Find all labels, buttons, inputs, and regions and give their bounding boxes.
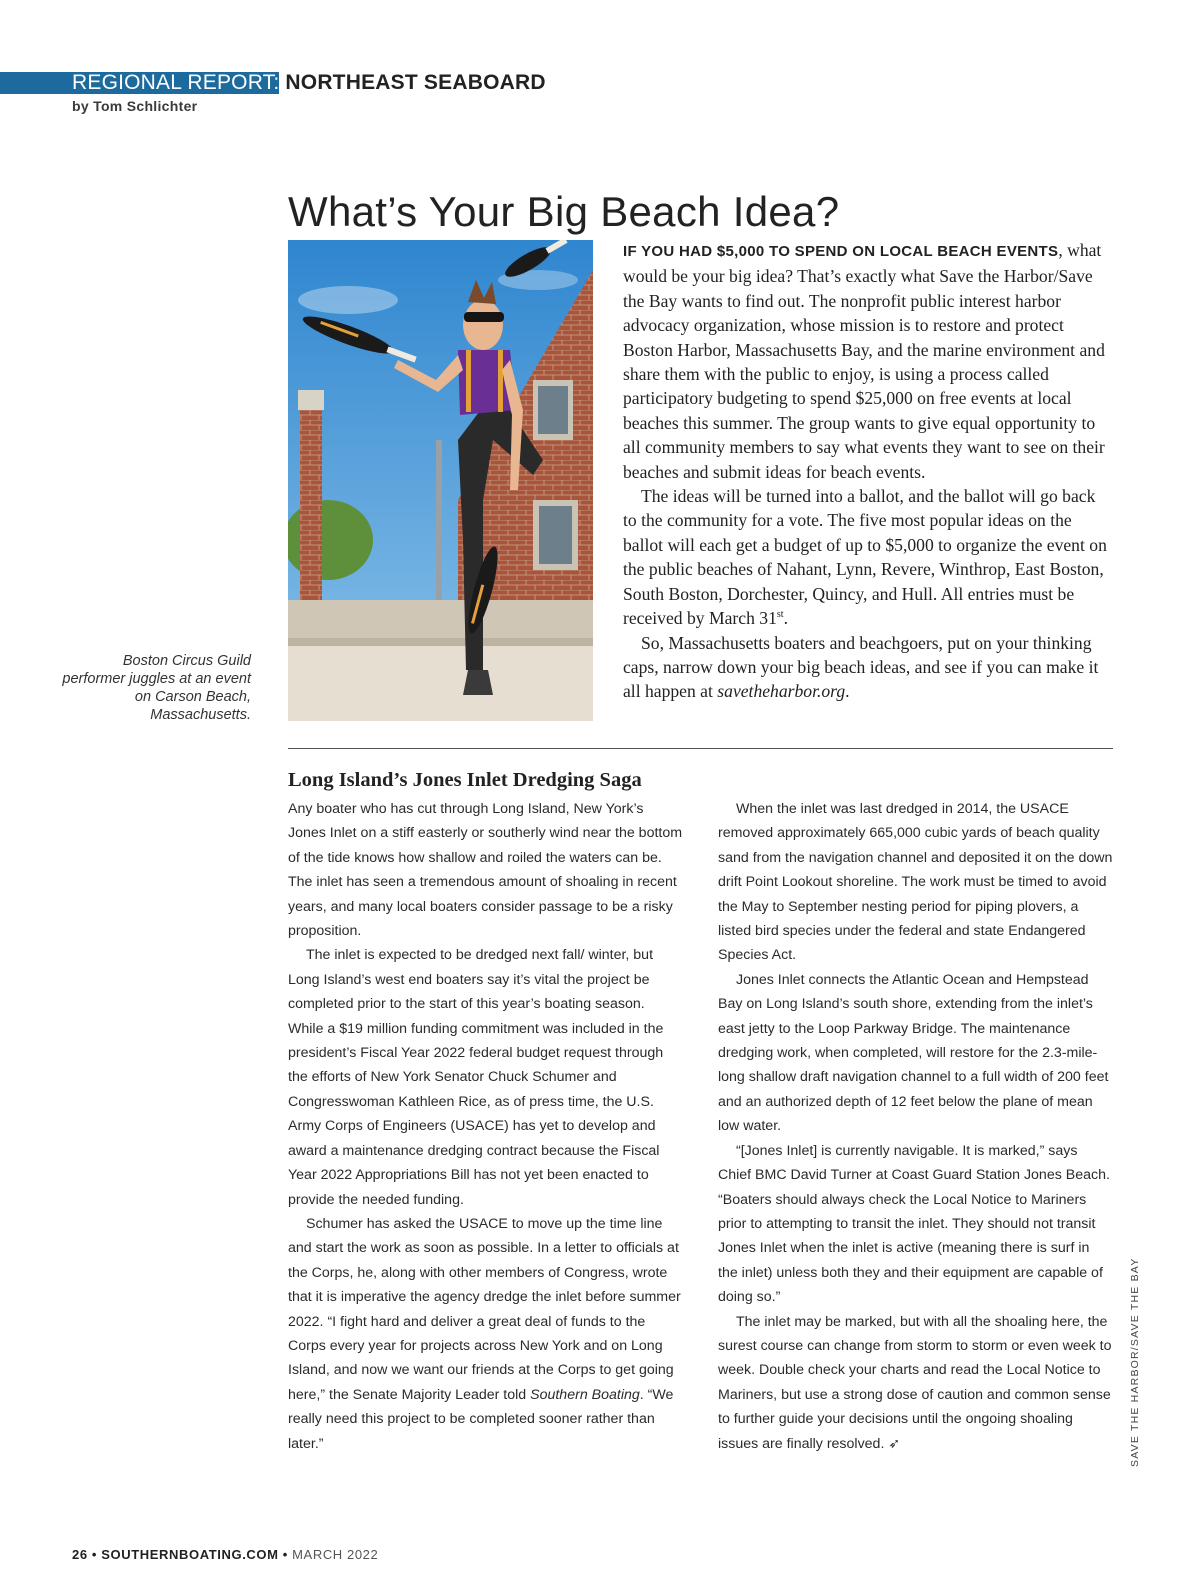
lead-in: IF YOU HAD $5,000 TO SPEND ON LOCAL BEACH EVENTS [623,243,1059,260]
paragraph [718,1310,1113,1456]
section-divider [288,748,1113,749]
byline: by Tom Schlichter [72,98,198,114]
publication-name: Southern Boating [530,1386,640,1403]
paragraph [288,1212,683,1456]
paragraph: When the inlet was last dredged in 2014, the USACE removed approximately 665,000 cubic yards of beach quality sand from the navigation channel and deposited it on the down drift Point Lookout shoreline. The work must be timed to avoid the May to September nesting period for piping plovers, a listed bird species under the federal and state Endangered Species Act. [718,801,1113,964]
website-link[interactable]: savetheharbor.org [717,681,846,702]
article-headline: What’s Your Big Beach Idea? [288,188,840,235]
end-mark-icon: ➶ [888,1435,901,1452]
footer-separator: • [91,1547,98,1562]
footer-issue: MARCH 2022 [292,1547,379,1562]
footer-site[interactable]: SOUTHERNBOATING.COM [101,1547,279,1562]
paragraph-text: . [783,608,788,629]
footer-separator: • [282,1547,288,1562]
paragraph: Any boater who has cut through Long Island, New York’s Jones Inlet on a stiff easterly or southerly wind near the bottom of the tide knows how shallow and roiled the waters can be. The inlet has seen a tremendous amount of shoaling in recent years, and many local boaters consider passage to be a risky proposition. [288,801,683,940]
article-body [623,238,1113,704]
paragraph-text: The ideas will be turned into a ballot, and the ballot will go back to the community for a vote. The five most popular ideas on the ballot will each get a budget of up to $5,000 to organize the event on the public beaches of Nahant, Lynn, Revere, Winthrop, East Boston, South Boston, Dorchester, Quincy, and Hull. All entries must be received by March 31 [623,486,1107,629]
paragraph-text: The inlet may be marked, but with all the shoaling here, the surest course can change from storm to storm or even week to week. Double check your charts and read the Local Notice to Mariners, but use a strong dose of caution and common sense to further guide your decisions until the ongoing shoaling issues are finally resolved. [718,1313,1112,1452]
paragraph: Jones Inlet connects the Atlantic Ocean and Hempstead Bay on Long Island’s south shore, extending from the inlet’s east jetty to the Loop Parkway Bridge. The maintenance dredging work, when completed, will restore for the 2.3-mile-long shallow draft navigation channel to a full width of 200 feet and an authorized depth of 12 feet below the plane of mean low water. [718,971,1109,1135]
superscript: st [776,609,784,621]
photo-credit [1120,1257,1141,1473]
paragraph-text: . “We really need this project to be completed sooner rather than later.” [288,1386,674,1452]
paragraph-text: Schumer has asked the USACE to move up the time line and start the work as soon as possible. In a letter to officials at the Corps, he, along with other members of Congress, wrote that it is imperative the agency dredge the inlet before summer 2022. “I fight hard and deliver a great deal of funds to the Corps every year for projects across New York and on Long Island, and now we want our friends at the Corps to get going here,” the Senate Majority Leader told [288,1215,681,1403]
paragraph [623,484,1113,630]
photo-credit-text: SAVE THE HARBOR/SAVE THE BAY [1129,1257,1141,1467]
photo-caption: Boston Circus Guild performer juggles at an event on Carson Beach, Massachusetts. [62,653,251,723]
section-header [72,70,546,96]
paragraph [623,631,1113,704]
juggler-photo [288,240,593,721]
article-column-left [288,797,683,1456]
section-topic: NORTHEAST SEABOARD [285,71,546,94]
article-subhead: Long Island’s Jones Inlet Dredging Saga [288,769,642,791]
page-number: 26 [72,1547,88,1562]
paragraph-text: , what would be your big idea? That’s exactly what Save the Harbor/Save the Bay wants to find out. The nonprofit public interest harbor advocacy organization, whose mission is to restore and protect Boston Harbor, Massachusetts Bay, and the marine environment and share them with the public to enjoy, is using a process called participatory budgeting to spend $25,000 on free events at local beaches this summer. The group wants to give equal opportunity to all community members to say what events they want to see on their beaches and submit ideas for beach events. [623,240,1105,482]
paragraph: The inlet is expected to be dredged next fall/ winter, but Long Island’s west end boaters say it’s vital the project be completed prior to the start of this year’s boating season. While a $19 million funding commitment was included in the president’s Fiscal Year 2022 federal budget request through the efforts of New York Senator Chuck Schumer and Congresswoman Kathleen Rice, as of press time, the U.S. Army Corps of Engineers (USACE) has yet to develop and award a maintenance dredging contract because the Fiscal Year 2022 Appropriations Bill has not yet been enacted to provide the needed funding. [288,947,664,1208]
paragraph [623,238,1113,484]
section-label: REGIONAL REPORT: [72,71,280,94]
page-footer [72,1547,378,1562]
paragraph: “[Jones Inlet] is currently navigable. It is marked,” says Chief BMC David Turner at Coast Guard Station Jones Beach. “Boaters should always check the Local Notice to Mariners prior to attempting to transit the inlet. They should not transit Jones Inlet when the inlet is active (meaning there is surf in the inlet) unless both they and their equipment are capable of doing so.” [718,1142,1110,1306]
paragraph-text: . [845,681,850,702]
article-column-right [718,797,1113,1456]
paragraph-text: So, Massachusetts boaters and beachgoers, put on your thinking caps, narrow down your big beach ideas, and see if you can make it all happen at [623,632,1099,702]
